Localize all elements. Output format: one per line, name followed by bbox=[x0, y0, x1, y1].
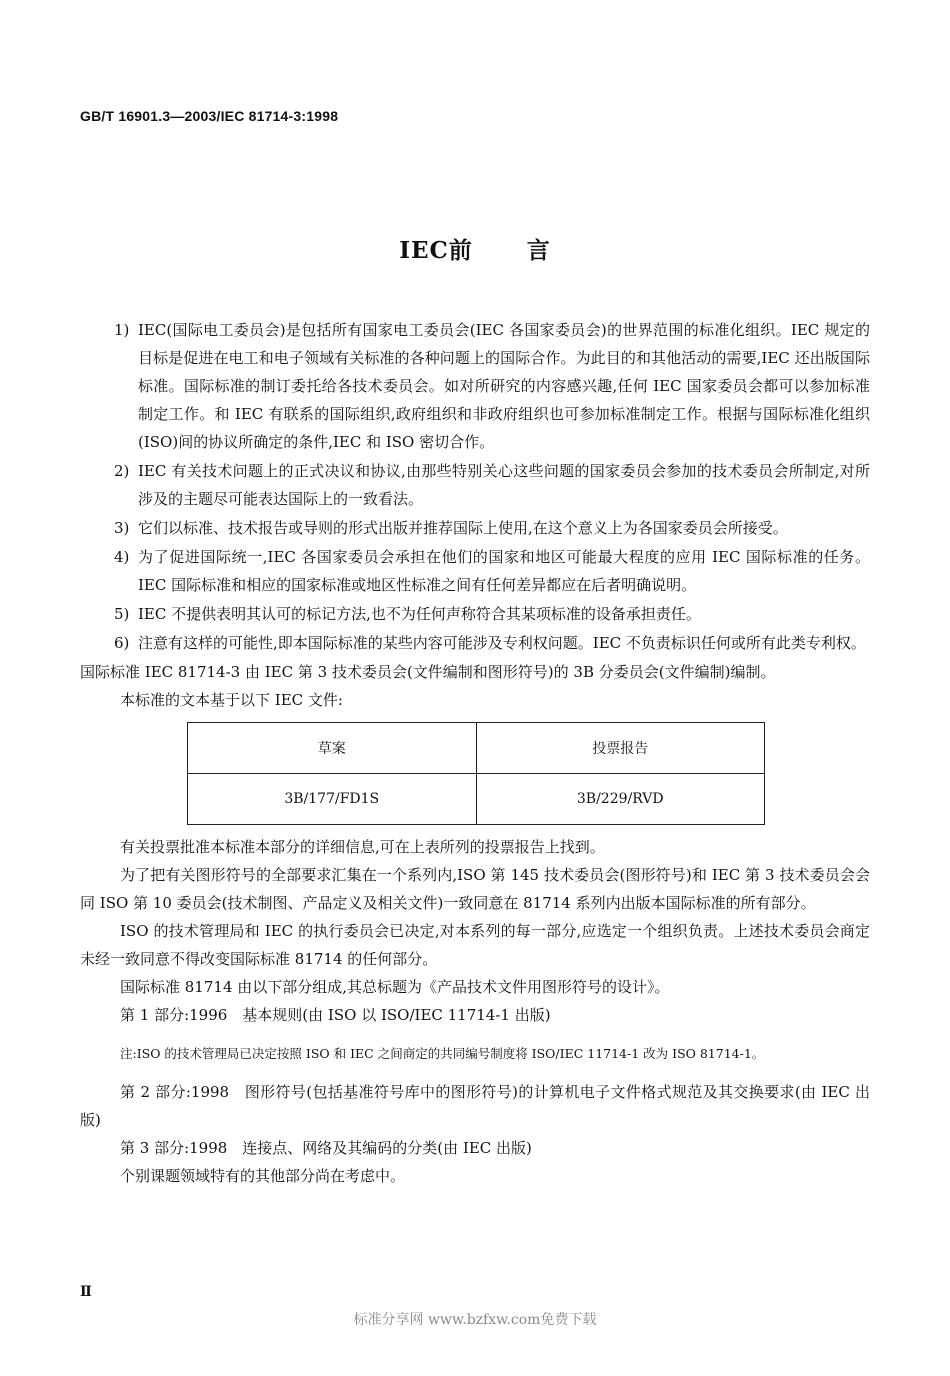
footer-watermark: 标准分享网 www.bzfxw.com免费下载 bbox=[353, 1312, 597, 1328]
list-item-text: 注意有这样的可能性,即本国际标准的某些内容可能涉及专利权问题。IEC 不负责标识任何或所有此类专利权。 bbox=[138, 634, 866, 652]
list-item-text: IEC(国际电工委员会)是包括所有国家电工委员会(IEC 各国家委员会)的世界范围的标准化组织。IEC 规定的目标是促进在电工和电子领域有关标准的各种问题上的国际合作。为此目的和其他活动的需要,IEC 还出版国际标准。国际标准的制订委托给各技术委员会。如对所研究的内容感兴趣,任何 IEC 国家委员会都可以参加标准制定工作。和 IEC 有联系的国际组织,政府组织和非政府组织也可参加标准制定工作。根据与国际标准化组织(ISO)间的协议所确定的条件,IEC 和 ISO 密切合作。 bbox=[138, 321, 870, 451]
list-item-text: 为了促进国际统一,IEC 各国家委员会承担在他们的国家和地区可能最大程度的应用 IEC 国际标准的任务。IEC 国际标准和相应的国家标准或地区性标准之间有任何差异都应在后者明确说明。 bbox=[138, 548, 870, 594]
list-item bbox=[80, 629, 870, 657]
list-item-number: 5) bbox=[114, 605, 130, 623]
document-body bbox=[80, 316, 870, 1190]
list-item bbox=[80, 600, 870, 628]
list-item bbox=[80, 457, 870, 513]
note-line: 注:ISO 的技术管理局已决定按照 ISO 和 IEC 之间商定的共同编号制度将 ISO/IEC 11714-1 改为 ISO 81714-1。 bbox=[120, 1045, 765, 1061]
list-item-number: 3) bbox=[114, 519, 130, 537]
part-3-line: 第 3 部分:1998 连接点、网络及其编码的分类(由 IEC 出版) bbox=[120, 1139, 532, 1157]
part-2-line: 第 2 部分:1998 图形符号(包括基准符号库中的图形符号)的计算机电子文件格式规范及其交换要求(由 IEC 出版) bbox=[80, 1083, 870, 1129]
paragraph-composition: 国际标准 81714 由以下部分组成,其总标题为《产品技术文件用图形符号的设计》。 bbox=[120, 978, 670, 996]
list-item bbox=[80, 514, 870, 542]
table-header-cell: 投票报告 bbox=[476, 723, 765, 774]
list-item-number: 6) bbox=[114, 634, 130, 652]
paragraph-prepared-by: 国际标准 IEC 81714-3 由 IEC 第 3 技术委员会(文件编制和图形符号)的 3B 分委员会(文件编制)编制。 bbox=[80, 663, 776, 681]
list-item-number: 2) bbox=[114, 462, 130, 480]
standard-code-header: GB/T 16901.3—2003/IEC 81714-3:1998 bbox=[80, 108, 339, 124]
table-cell: 3B/177/FD1S bbox=[188, 774, 477, 825]
list-item-text: IEC 不提供表明其认可的标记方法,也不为任何声称符合其某项标准的设备承担责任。 bbox=[138, 605, 701, 623]
paragraph-based-on: 本标准的文本基于以下 IEC 文件: bbox=[120, 691, 343, 709]
table-cell: 3B/229/RVD bbox=[476, 774, 765, 825]
paragraph-series: 为了把有关图形符号的全部要求汇集在一个系列内,ISO 第 145 技术委员会(图形符号)和 IEC 第 3 技术委员会会同 ISO 第 10 委员会(技术制图、产品定义及相关文件)一致同意在 81714 系列内出版本国际标准的所有部分。 bbox=[80, 866, 870, 912]
list-item bbox=[80, 543, 870, 599]
title-part-1: IEC前 bbox=[399, 237, 473, 264]
list-item-text: 它们以标准、技术报告或导则的形式出版并推荐国际上使用,在这个意义上为各国家委员会所接受。 bbox=[138, 519, 788, 537]
ballot-table bbox=[187, 722, 765, 825]
paragraph-other-parts: 个别课题领域特有的其他部分尚在考虑中。 bbox=[120, 1167, 406, 1185]
paragraph-management: ISO 的技术管理局和 IEC 的执行委员会已决定,对本系列的每一部分,应选定一个组织负责。上述技术委员会商定未经一致同意不得改变国际标准 81714 的任何部分。 bbox=[80, 922, 870, 968]
table-header-row bbox=[188, 723, 765, 774]
list-item-number: 1) bbox=[114, 321, 130, 339]
page-number: Ⅱ bbox=[80, 1284, 92, 1300]
table-row bbox=[188, 774, 765, 825]
table-header-cell: 草案 bbox=[188, 723, 477, 774]
list-item-text: IEC 有关技术问题上的正式决议和协议,由那些特别关心这些问题的国家委员会参加的技术委员会所制定,对所涉及的主题尽可能表达国际上的一致看法。 bbox=[138, 462, 870, 508]
list-item-number: 4) bbox=[114, 548, 130, 566]
page-title bbox=[0, 232, 950, 265]
paragraph-voting-info: 有关投票批准本标准本部分的详细信息,可在上表所列的投票报告上找到。 bbox=[120, 838, 605, 856]
title-part-2: 言 bbox=[526, 237, 551, 264]
part-1-line: 第 1 部分:1996 基本规则(由 ISO 以 ISO/IEC 11714-1 出版) bbox=[120, 1006, 551, 1024]
list-item bbox=[80, 316, 870, 456]
